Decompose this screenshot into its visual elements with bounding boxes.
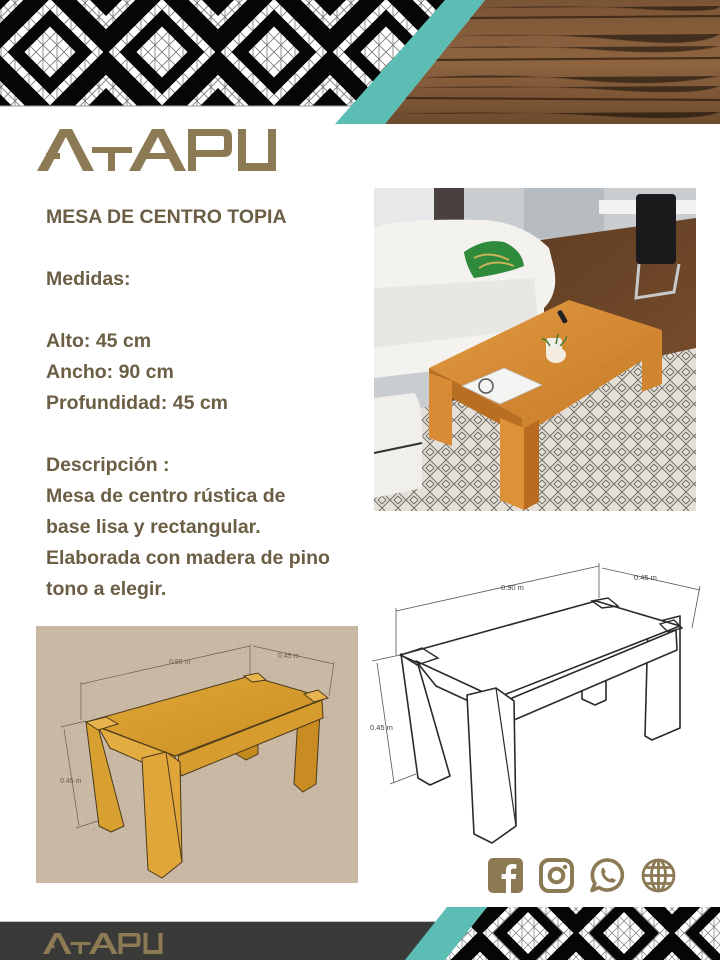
product-info [46, 202, 376, 605]
measures-heading: Medidas: [46, 268, 131, 290]
product-photo [374, 188, 696, 511]
dim-height-label: 0.45 m [370, 723, 393, 732]
measure-depth: Profundidad: 45 cm [46, 392, 229, 414]
color-render [36, 626, 358, 883]
brand-logo [36, 125, 278, 175]
instagram-icon[interactable] [538, 857, 575, 894]
social-links [487, 857, 682, 897]
render-width-label: 0.90 m [169, 659, 191, 666]
top-banner [0, 0, 720, 126]
facebook-icon[interactable] [487, 857, 524, 894]
measure-height: Alto: 45 cm [46, 330, 152, 352]
measure-width: Ancho: 90 cm [46, 361, 174, 383]
whatsapp-icon[interactable] [589, 857, 626, 894]
description-line: tono a elegir. [46, 578, 167, 600]
render-height-label: 0.45 m [60, 778, 82, 785]
render-depth-label: 0.45 m [278, 653, 300, 660]
dim-depth-label: 0.45 m [634, 573, 657, 582]
description-line: Mesa de centro rústica de [46, 485, 286, 507]
description-heading: Descripción : [46, 454, 170, 476]
footer-logo [38, 931, 168, 956]
line-drawing [370, 558, 710, 848]
globe-icon[interactable] [640, 857, 677, 894]
dim-width-label: 0.90 m [501, 583, 524, 592]
description-line: Elaborada con madera de pino [46, 547, 330, 569]
product-title: MESA DE CENTRO TOPIA [46, 206, 287, 228]
description-line: base lisa y rectangular. [46, 516, 261, 538]
